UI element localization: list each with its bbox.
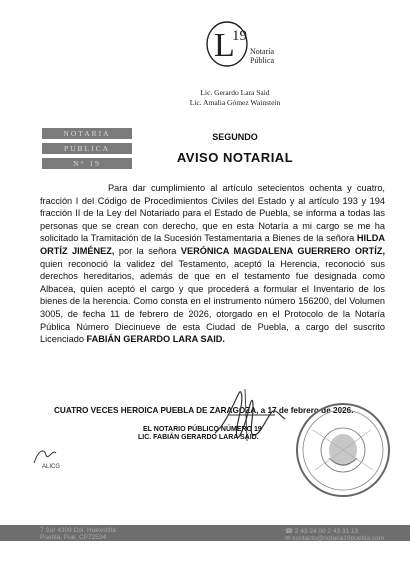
svg-text:19: 19 bbox=[232, 28, 247, 44]
notice-title: AVISO NOTARIAL bbox=[176, 150, 294, 165]
stamp-notaria: NOTARIA bbox=[42, 128, 132, 139]
signature-name: LIC. FABIÁN GERARDO LARA SAID. bbox=[138, 434, 259, 441]
notice-number: SEGUNDO bbox=[212, 132, 258, 142]
footer-phone: ☎ 2 43 24 00 2 43 31 13 bbox=[285, 528, 359, 535]
stamp-publica: PUBLICA bbox=[42, 143, 132, 154]
notary-name-2: Lic. Amalia Gómez Wainstein bbox=[189, 98, 281, 107]
footer-city: Puebla, Pue. CP72534 bbox=[40, 534, 107, 541]
signature-title: EL NOTARIO PÚBLICO NÚMERO 19 bbox=[143, 426, 262, 433]
footer-address: 7 Sur 4309 Col. Huexotitla bbox=[40, 527, 116, 534]
heir-name: VERÓNICA MAGDALENA GUERRERO ORTÍZ, bbox=[180, 245, 385, 256]
notaria-label: Notaría Pública bbox=[250, 47, 274, 65]
notice-body: Para dar cumplimiento al artículo setecientos ochenta y cuatro, fracción I del Código de Procedimientos Civiles del Estado y al artículo 193 y 194 fracción II de la Ley del Notariado para el Estado de Puebla, se informa a todas las personas que se crean con derecho, que en esta Notaría a mi cargo se me ha solicitado la Tramitación de la Sucesión Testamentaria a Bienes de la señora HILDA ORTÍZ JIMÉNEZ, por la señora VERÓNICA MAGDALENA GUERRERO ORTÍZ, quien reconoció la validez del Testamento, aceptó la Herencia, reconoció sus derechos hereditarios, además de que en el testamento fue designada como Albacea, quien aceptó el cargo y que procederá a formular el Inventario de los bienes de la herencia. Como consta en el instrumento número 156200, del Volumen 3005, de fecha 11 de febrero de 2026, otorgado en el Protocolo de la Notaría Pública Número Diecinueve de esta Ciudad de Puebla, a cargo del suscrito Licenciado FABIÁN GERARDO LARA SAID. bbox=[40, 183, 385, 345]
deceased-name: HILDA ORTÍZ JIMÉNEZ, bbox=[40, 233, 385, 256]
initials-text: ALICG bbox=[42, 464, 61, 470]
footer-email: ✉ contacto@notaria19puebla.com bbox=[285, 535, 385, 542]
stamp-number: N° 19 bbox=[42, 158, 132, 169]
footer-bar bbox=[0, 525, 410, 541]
svg-text:L: L bbox=[214, 27, 235, 64]
place-date: CUATRO VECES HEROICA PUEBLA DE ZARAGOZA, a 17 de febrero de 2026. bbox=[54, 406, 354, 415]
notary-name-1: Lic. Gerardo Lara Said bbox=[200, 88, 270, 97]
notary-full-name: FABIÁN GERARDO LARA SAID. bbox=[86, 334, 225, 345]
official-seal bbox=[293, 400, 393, 505]
